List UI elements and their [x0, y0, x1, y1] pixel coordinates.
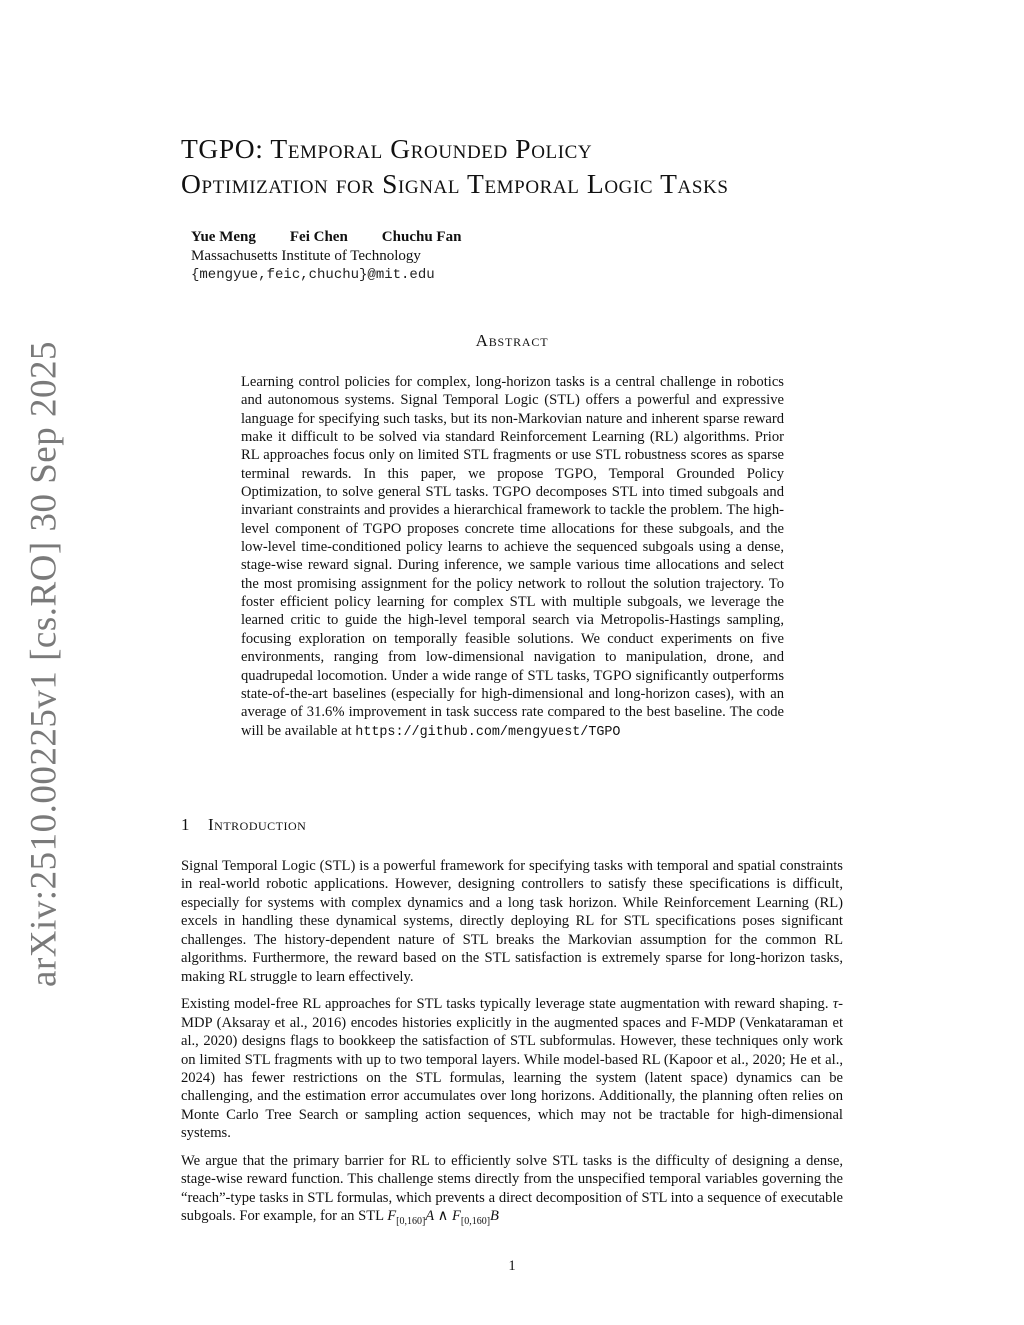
formula-variable: B — [490, 1208, 499, 1225]
abstract-text: Learning control policies for complex, long-horizon tasks is a central challenge in robotics and autonomous systems. Signal Temporal Logic (STL) offers a powerful and expressive language for specifying such tasks, but its non-Markovian nature and inherent sparse reward make it difficult to be solved via standard Reinforcement Learning (RL) algorithms. Prior RL approaches focus only on limited STL fragments or use STL robustness scores as sparse terminal rewards. In this paper, we propose TGPO, Temporal Grounded Policy Optimization, to solve general STL tasks. TGPO decomposes STL into timed subgoals and invariant constraints and provides a hierarchical framework to tackle the problem. The high-level component of TGPO proposes concrete time allocations for these subgoals, and the low-level time-conditioned policy learns to achieve the sequenced subgoals using a dense, stage-wise reward signal. During inference, we sample various time allocations and select the most promising assignment for the policy network to rollout the solution trajectory. To foster efficient policy learning for complex STL with multiple subgoals, we leverage the learned critic to guide the high-level temporal search via Metropolis-Hastings sampling, focusing exploration on temporally feasible solutions. We conduct experiments on five environments, ranging from low-dimensional navigation to manipulation, drone, and quadrupedal locomotion. Under a wide range of STL tasks, TGPO significantly outperforms state-of-the-art baselines (especially for high-dimensional and long-horizon cases), with an average of 31.6% improvement in task success rate compared to the best baseline. The code will be available at — [241, 374, 784, 739]
paragraph-2-rest: -MDP (Aksaray et al., 2016) encodes histories explicitly in the augmented spaces and F-MDP (Venkataraman et al., 2020) designs flags to bookkeep the satisfaction of STL subformulas. However, these techniques only work on limited STL fragments with up to two temporal layers. While model-based RL (Kapoor et al., 2020; He et al., 2024) has fewer restrictions on the STL formulas, learning the system (latent space) dynamics can be challenging, and the estimation error accumulates over long horizons. Additionally, the planning often relies on Monte Carlo Tree Search or sampling action sequences, which may not be tractable for high-dimensional systems. — [181, 996, 843, 1142]
title-line-1: TGPO: Temporal Grounded Policy — [181, 133, 593, 164]
intro-paragraph-3 — [181, 1152, 843, 1232]
paragraph-2-start: Existing model-free RL approaches for STL tasks typically leverage state augmentation with reward shaping. — [181, 996, 829, 1013]
code-url-link[interactable]: https://github.com/mengyuest/TGPO — [355, 724, 621, 740]
stl-formula — [387, 1208, 499, 1228]
author-name: Fei Chen — [289, 229, 348, 245]
paragraph-3-text: We argue that the primary barrier for RL to efficiently solve STL tasks is the difficulty of designing a dense, stage-wise reward function. This challenge stems directly from the unspecified temporal variables governing the “reach”-type tasks in STL formulas, which prevents a direct decomposition of STL into a sequence of executable subgoals. For example, for an STL — [181, 1152, 843, 1225]
paper-title — [181, 131, 901, 201]
intro-paragraph-2 — [181, 995, 843, 1143]
title-line-2: Optimization for Signal Temporal Logic Tasks — [181, 168, 729, 199]
formula-operator: F — [387, 1208, 397, 1225]
tau-symbol: τ — [832, 996, 839, 1013]
page-number: 1 — [508, 1258, 516, 1274]
author-name: Yue Meng — [191, 229, 256, 245]
formula-variable: A — [425, 1208, 434, 1225]
intro-paragraph-1: Signal Temporal Logic (STL) is a powerful framework for specifying tasks with temporal and spatial constraints in real-world robotic applications. However, designing controllers to satisfy these specifications is difficult, especially for systems with complex dynamics and a long task horizon. While Reinforcement Learning (RL) excels in handling these dynamical systems, directly deploying RL for STL specifications poses significant challenges. The history-dependent nature of STL breaks the Markovian assumption for the common RL algorithms. Furthermore, the reward based on the STL satisfaction is extremely sparse for long-horizon tasks, making RL struggle to learn effectively. — [181, 858, 843, 985]
introduction-body — [181, 857, 843, 1241]
author-block — [191, 228, 495, 285]
formula-operator: F — [451, 1208, 461, 1225]
affiliation: Massachusetts Institute of Technology — [191, 248, 421, 264]
author-email: {mengyue,feic,chuchu}@mit.edu — [191, 267, 435, 283]
author-name: Chuchu Fan — [381, 229, 462, 245]
formula-interval: [0,160] — [396, 1216, 426, 1228]
section-heading-introduction — [181, 815, 306, 835]
formula-conjunction: ∧ — [437, 1208, 449, 1225]
abstract-body — [241, 373, 784, 742]
section-title: Introduction — [208, 815, 307, 834]
author-names — [191, 228, 495, 247]
section-number: 1 — [181, 815, 190, 834]
arxiv-identifier: arXiv:2510.00225v1 [cs.RO] 30 Sep 2025 — [23, 341, 65, 987]
formula-interval: [0,160] — [460, 1216, 491, 1228]
abstract-heading: Abstract — [475, 331, 549, 350]
